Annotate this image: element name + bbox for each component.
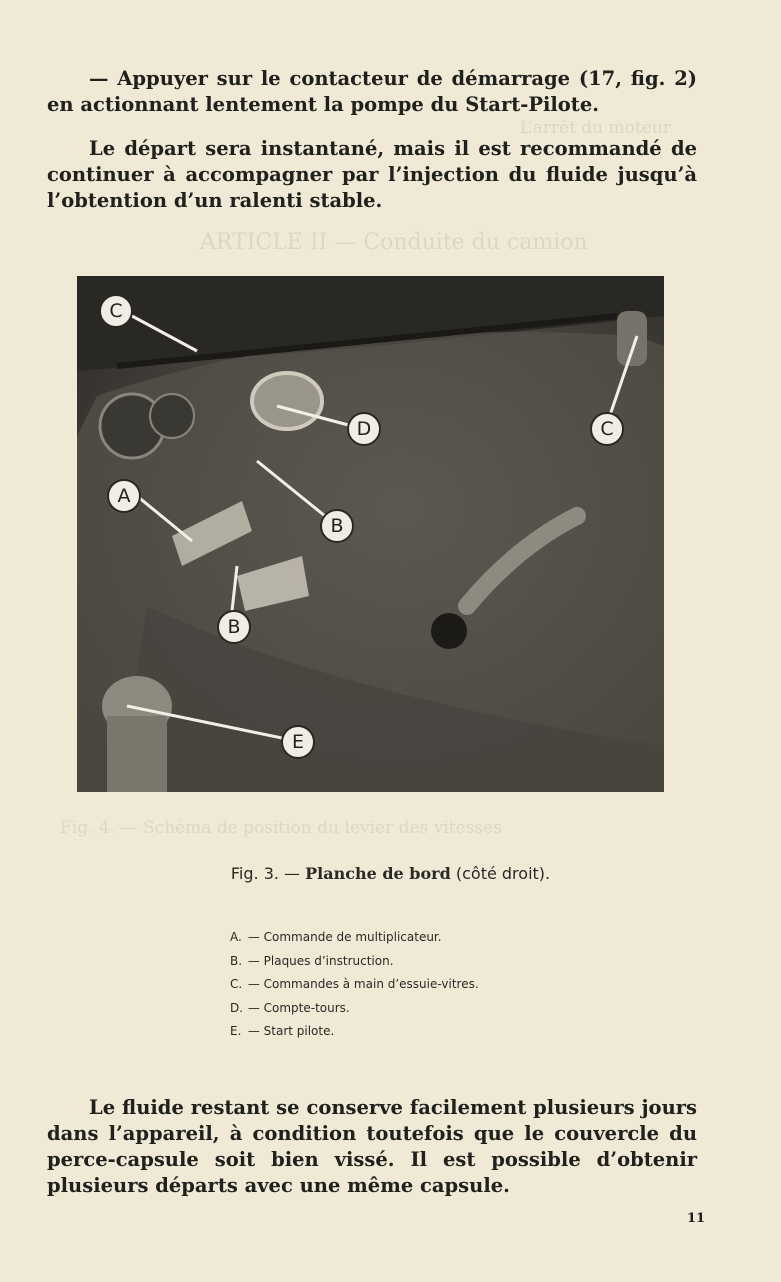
callout-b-lower: B (217, 610, 251, 644)
callout-a: A (107, 479, 141, 513)
legend-text: — Plaques d’instruction. (247, 953, 394, 968)
legend-item (230, 973, 479, 997)
legend-text: — Start pilote. (247, 1024, 335, 1038)
legend-text: — Commandes à main d’essuie-vitres. (247, 977, 479, 991)
legend-item (230, 926, 479, 950)
figure-caption-prefix: Fig. 3. — (230, 864, 306, 883)
paragraph-fluid-storage: Le fluide restant se conserve facilement plusieurs jours dans l’appareil, à condition toutefois que le couvercle du perce-capsule soit bien vissé. Il est possible d’obtenir plusieurs départs avec une même capsule. (47, 1096, 697, 1197)
legend-item (230, 997, 479, 1021)
dashboard-photo (77, 276, 664, 792)
callout-e: E (281, 725, 315, 759)
bleed-through-text: L’arrêt du moteur (520, 118, 671, 138)
page-number: 11 (687, 1211, 706, 1226)
legend-key: C. (230, 977, 243, 991)
legend-key: B. (230, 953, 243, 968)
paragraph-start-note: Le départ sera instantané, mais il est recommandé de continuer à accompagner par l’injection du fluide jusqu’à l’obtention d’un ralenti stable. (47, 137, 697, 212)
figure-caption (0, 864, 781, 883)
legend-text: — Commande de multiplicateur. (247, 930, 442, 944)
legend-key: E. (230, 1024, 242, 1038)
legend-text: — Compte-tours. (247, 1000, 350, 1015)
bleed-through-text: Fig. 4. — Schéma de position du levier des vitesses (60, 818, 502, 838)
paragraph-start-instructions: — Appuyer sur le contacteur de démarrage (17, fig. 2) en actionnant lentement la pompe du Start-Pilote. (47, 67, 697, 116)
bleed-through-text: ARTICLE II — Conduite du camion (200, 230, 588, 255)
legend-key: D. (230, 1000, 244, 1015)
callout-c-right: C (590, 412, 624, 446)
callout-b-upper: B (320, 509, 354, 543)
legend-item (230, 1020, 479, 1044)
callout-d: D (347, 412, 381, 446)
callout-c-left: C (99, 294, 133, 328)
legend-key: A. (230, 930, 242, 944)
legend-item (230, 950, 479, 974)
dashboard-illustration (77, 276, 664, 792)
figure-caption-suffix: (côté droit). (450, 864, 551, 883)
figure-caption-title: Planche de bord (305, 864, 451, 883)
figure-legend (230, 926, 479, 1044)
